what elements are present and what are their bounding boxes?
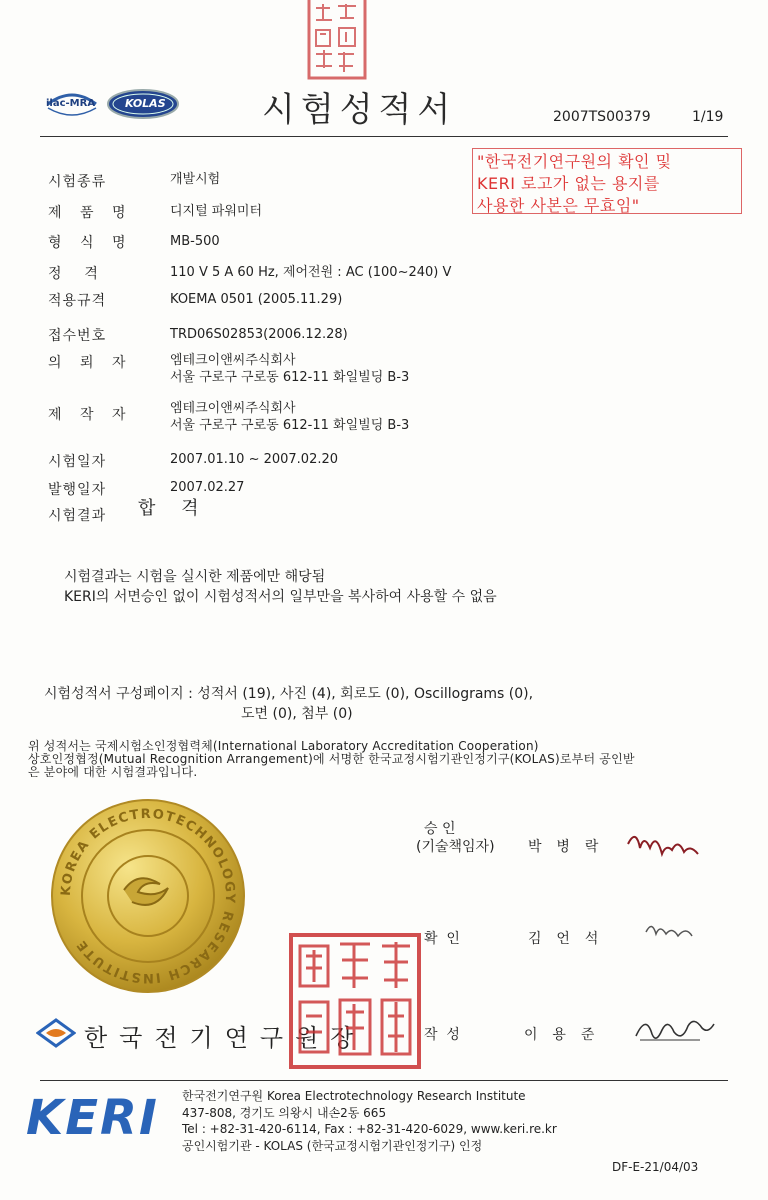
field-value-client: 엠테크이앤씨주식회사 [170, 353, 296, 368]
institute-name: 한국전기연구원장 [84, 1024, 366, 1052]
notice-line: 사용한 사본은 무효임" [477, 196, 640, 215]
field-label-test-result: 시험결과 [48, 508, 107, 524]
field-value-test-date: 2007.01.10 ~ 2007.02.20 [170, 452, 339, 467]
gold-seal-icon [32, 780, 264, 1012]
approval-label: 승 인 [424, 821, 456, 837]
copy-validity-notice [472, 148, 742, 214]
footer-line: 한국전기연구원 Korea Electrotechnology Research Institute [182, 1089, 526, 1103]
field-label-standard: 적용규격 [48, 293, 107, 309]
accreditation-line: 상호인정협정(Mutual Recognition Arrangement)에 서명한 한국교정시험기관인정기구(KOLAS)로부터 공인받 [28, 752, 635, 766]
confirmer-name: 김 언 석 [528, 931, 601, 947]
footer-line: Tel : +82-31-420-6114, Fax : +82-31-420-6029, www.keri.re.kr [182, 1122, 557, 1136]
author-signature [632, 1012, 716, 1048]
page-indicator: 1/19 [692, 109, 724, 125]
notice-line: KERI 로고가 없는 용지를 [477, 174, 660, 193]
page-composition [44, 684, 533, 724]
keri-logo: KERI [26, 1090, 159, 1146]
notice-line: "한국전기연구원의 확인 및 [477, 152, 672, 171]
field-value-test-type: 개발시험 [170, 172, 221, 187]
accreditation-statement [28, 740, 635, 779]
accreditation-line: 위 성적서는 국제시험소인정협력체(International Laboratory Accreditation Cooperation) [28, 739, 539, 753]
approver-name: 박 병 락 [528, 839, 601, 855]
field-value-receipt-number: TRD06S02853(2006.12.28) [170, 327, 348, 342]
field-value-issue-date: 2007.02.27 [170, 480, 245, 495]
document-title: 시험성적서 [262, 90, 457, 130]
author-label: 작 성 [424, 1027, 460, 1043]
approval-role: (기술책임자) [416, 839, 495, 855]
field-label-manufacturer: 제 작 자 [48, 407, 133, 423]
form-code: DF-E-21/04/03 [612, 1160, 699, 1174]
official-stamp-top [306, 0, 368, 82]
field-value-model: MB-500 [170, 234, 220, 249]
field-label-client: 의 뢰 자 [48, 355, 133, 371]
keri-emblem-icon [36, 1018, 76, 1048]
field-value-standard: KOEMA 0501 (2005.11.29) [170, 292, 343, 307]
footer-contact [182, 1088, 557, 1154]
field-label-test-date: 시험일자 [48, 454, 107, 470]
field-label-receipt-number: 접수번호 [48, 328, 107, 344]
accreditation-line: 은 분야에 대한 시험결과입니다. [28, 765, 198, 779]
field-value-manufacturer: 엠테크이앤씨주식회사 [170, 401, 296, 416]
ilac-mra-logo: ilac-MRA [44, 86, 100, 124]
field-label-test-type: 시험종류 [48, 174, 107, 190]
field-value-client-address: 서울 구로구 구로동 612-11 화일빌딩 B-3 [170, 370, 410, 385]
page-composition-line: 도면 (0), 첨부 (0) [241, 706, 353, 722]
field-value-rating: 110 V 5 A 60 Hz, 제어전원 : AC (100~240) V [170, 265, 452, 280]
note-result-scope: 시험결과는 시험을 실시한 제품에만 해당됨 [64, 569, 326, 585]
note-copy-restriction: KERI의 서면승인 없이 시험성적서의 일부만을 복사하여 사용할 수 없음 [64, 589, 497, 605]
document-number: 2007TS00379 [553, 109, 651, 125]
confirm-label: 확 인 [424, 931, 460, 947]
confirmer-signature [640, 914, 700, 944]
footer-divider [40, 1080, 728, 1081]
field-label-product-name: 제 품 명 [48, 205, 133, 221]
approver-signature [624, 824, 704, 860]
kolas-logo: KOLAS [106, 88, 180, 120]
field-value-manufacturer-address: 서울 구로구 구로동 612-11 화일빌딩 B-3 [170, 418, 410, 433]
field-label-model: 형 식 명 [48, 235, 133, 251]
institute-official-stamp [288, 932, 422, 1070]
header-divider [40, 136, 728, 137]
footer-line: 437-808, 경기도 의왕시 내손2동 665 [182, 1105, 387, 1120]
field-value-test-result: 합 격 [138, 498, 209, 519]
author-name: 이 용 준 [524, 1027, 597, 1043]
field-value-product-name: 디지털 파워미터 [170, 204, 263, 219]
page-composition-line: 시험성적서 구성페이지 : 성적서 (19), 사진 (4), 회로도 (0), Oscillograms (0), [44, 686, 534, 702]
footer-line: 공인시험기관 - KOLAS (한국교정시험기관인정기구) 인정 [182, 1138, 483, 1153]
field-label-issue-date: 발행일자 [48, 482, 107, 498]
seal-ring-text: KOREA ELECTROTECHNOLOGY RESEARCH INSTITUTE [58, 806, 238, 986]
field-label-rating: 정 격 [48, 266, 99, 282]
